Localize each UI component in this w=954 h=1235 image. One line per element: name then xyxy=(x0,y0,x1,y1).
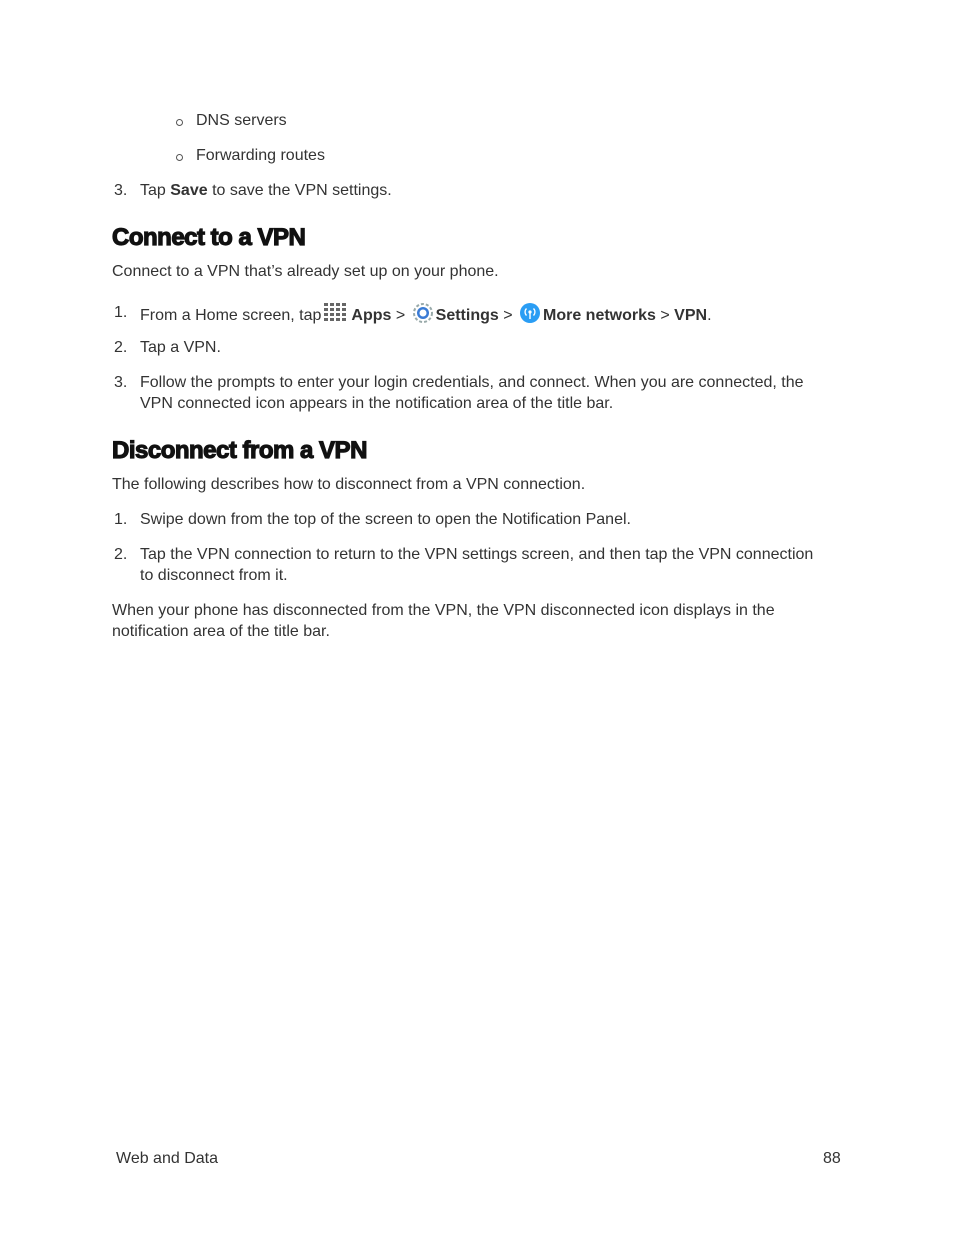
step-number: 3. xyxy=(114,182,128,199)
more-networks-label: More networks xyxy=(543,307,656,324)
footer-section-title: Web and Data xyxy=(116,1150,218,1167)
wireless-icon xyxy=(519,302,541,329)
section-heading-connect: Connect to a VPN xyxy=(112,224,306,251)
paragraph-line: notification area of the title bar. xyxy=(112,623,330,640)
settings-label: Settings xyxy=(435,307,499,324)
step-text-line: Follow the prompts to enter your login credentials, and connect. When you are connected, the xyxy=(140,374,804,391)
list-item: Forwarding routes xyxy=(196,147,325,164)
step-text: Swipe down from the top of the screen to open the Notification Panel. xyxy=(140,511,631,528)
sub-bullet-icon xyxy=(176,119,183,126)
step-number: 2. xyxy=(114,546,128,563)
paragraph: The following describes how to disconnect from a VPN connection. xyxy=(112,476,586,493)
vpn-label: VPN xyxy=(674,307,708,324)
apps-grid-icon xyxy=(323,302,349,329)
paragraph: Connect to a VPN that’s already set up on your phone. xyxy=(112,263,499,280)
step-text: Tap a VPN. xyxy=(140,339,221,356)
step-text: Tap Save to save the VPN settings. xyxy=(140,182,392,199)
page-number: 88 xyxy=(823,1150,841,1167)
step-text-line: to disconnect from it. xyxy=(140,567,288,584)
step-number: 3. xyxy=(114,374,128,391)
step-text-line: VPN connected icon appears in the notification area of the title bar. xyxy=(140,395,614,412)
step-text-line: Tap the VPN connection to return to the VPN settings screen, and then tap the VPN connection xyxy=(140,546,814,563)
step-number: 1. xyxy=(114,511,128,528)
paragraph-line: When your phone has disconnected from the VPN, the VPN disconnected icon displays in the xyxy=(112,602,775,619)
section-heading-disconnect: Disconnect from a VPN xyxy=(112,437,367,464)
step-text: From a Home screen, tap Apps > Settings > More networks > VPN. xyxy=(140,302,712,329)
list-item: DNS servers xyxy=(196,112,287,129)
sub-bullet-icon xyxy=(176,154,183,161)
step-number: 1. xyxy=(114,304,128,321)
gear-icon xyxy=(412,302,434,329)
save-label: Save xyxy=(170,182,208,199)
step-number: 2. xyxy=(114,339,128,356)
apps-label: Apps xyxy=(351,307,392,324)
